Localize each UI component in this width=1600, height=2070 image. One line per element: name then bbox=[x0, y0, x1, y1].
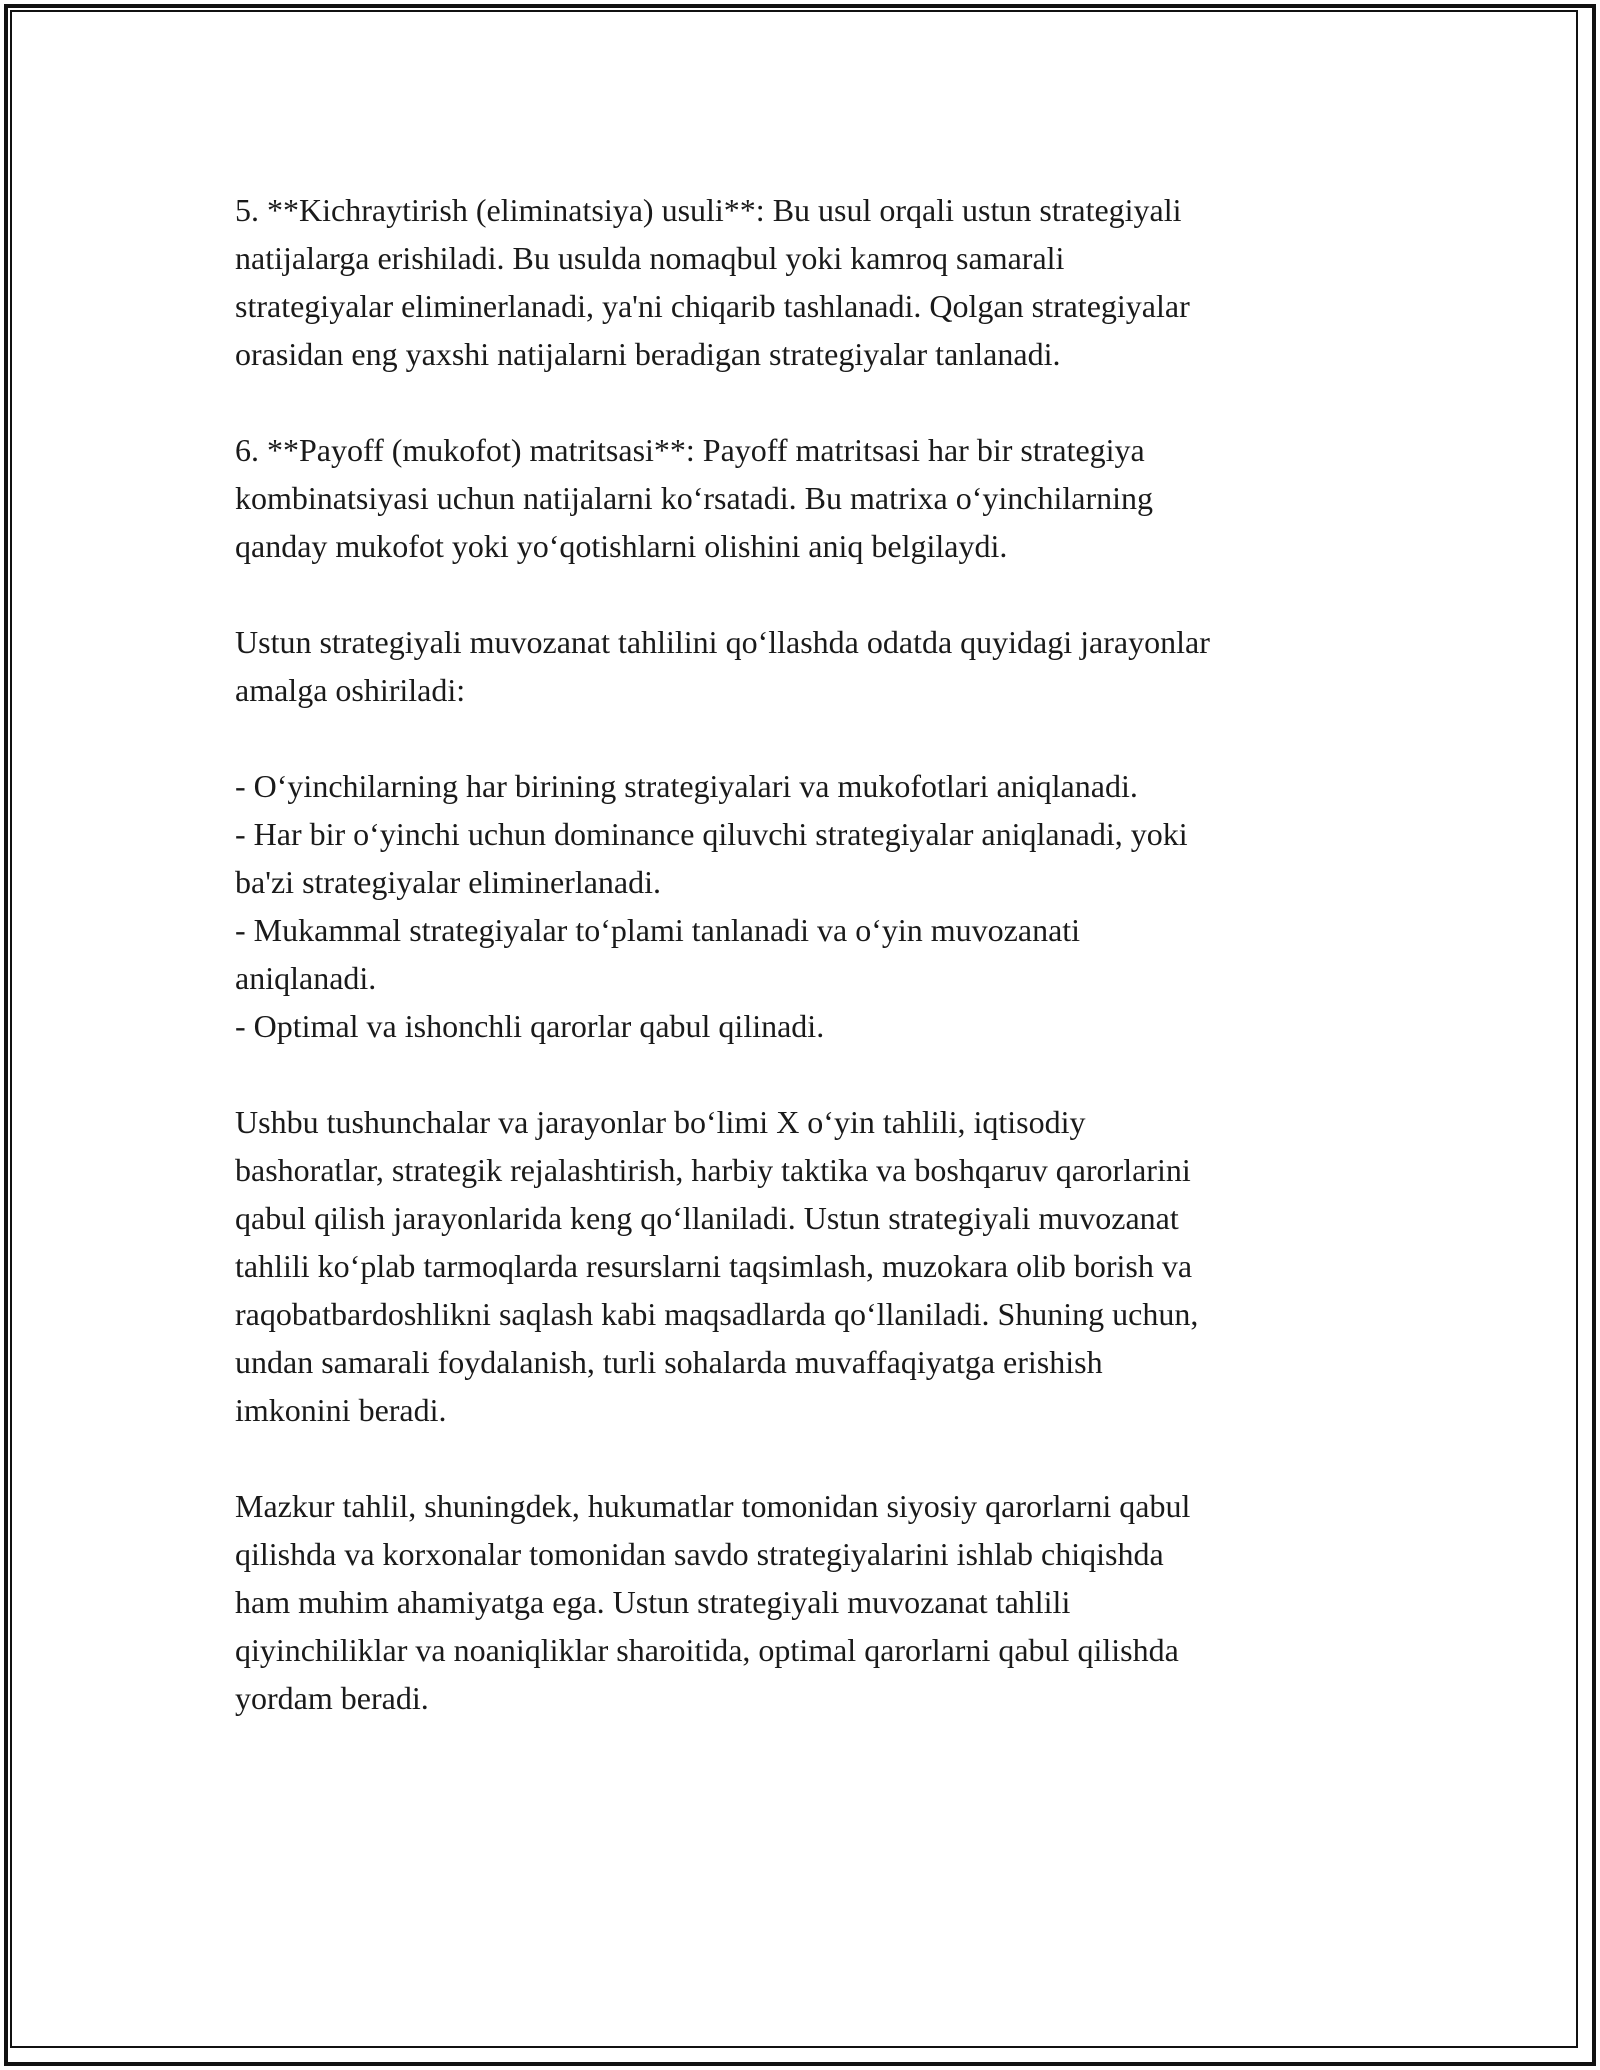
text-line: - Har bir o‘yinchi uchun dominance qiluvchi strategiyalar aniqlanadi, yoki bbox=[235, 816, 1188, 852]
text-line: - Optimal va ishonchli qarorlar qabul qilinadi. bbox=[235, 1008, 825, 1044]
text-line: Ushbu tushunchalar va jarayonlar bo‘limi X o‘yin tahlili, iqtisodiy bbox=[235, 1104, 1086, 1140]
text-line: bashoratlar, strategik rejalashtirish, harbiy taktika va boshqaruv qarorlarini bbox=[235, 1152, 1191, 1188]
text-line: yordam beradi. bbox=[235, 1680, 429, 1716]
text-line: 5. **Kichraytirish (eliminatsiya) usuli**: Bu usul orqali ustun strategiyali bbox=[235, 192, 1182, 228]
text-line: kombinatsiyasi uchun natijalarni ko‘rsatadi. Bu matrixa o‘yinchilarning bbox=[235, 480, 1153, 516]
text-line: qiyinchiliklar va noaniqliklar sharoitida, optimal qarorlarni qabul qilishda bbox=[235, 1632, 1179, 1668]
text-line: imkonini beradi. bbox=[235, 1392, 447, 1428]
text-line: 6. **Payoff (mukofot) matritsasi**: Payoff matritsasi har bir strategiya bbox=[235, 432, 1145, 468]
text-line: orasidan eng yaxshi natijalarni beradigan strategiyalar tanlanadi. bbox=[235, 336, 1061, 372]
text-line: raqobatbardoshlikni saqlash kabi maqsadlarda qo‘llaniladi. Shuning uchun, bbox=[235, 1296, 1199, 1332]
paragraph bbox=[235, 426, 1375, 570]
paragraph bbox=[235, 762, 1375, 1050]
paragraph bbox=[235, 186, 1375, 378]
text-line: ham muhim ahamiyatga ega. Ustun strategiyali muvozanat tahlili bbox=[235, 1584, 1071, 1620]
text-line: ba'zi strategiyalar eliminerlanadi. bbox=[235, 864, 662, 900]
text-line: aniqlanadi. bbox=[235, 960, 377, 996]
text-line: qilishda va korxonalar tomonidan savdo strategiyalarini ishlab chiqishda bbox=[235, 1536, 1164, 1572]
text-line: amalga oshiriladi: bbox=[235, 672, 466, 708]
text-line: - Mukammal strategiyalar to‘plami tanlanadi va o‘yin muvozanati bbox=[235, 912, 1081, 948]
text-line: Mazkur tahlil, shuningdek, hukumatlar tomonidan siyosiy qarorlarni qabul bbox=[235, 1488, 1191, 1524]
text-line: strategiyalar eliminerlanadi, ya'ni chiqarib tashlanadi. Qolgan strategiyalar bbox=[235, 288, 1190, 324]
text-line: - O‘yinchilarning har birining strategiyalari va mukofotlari aniqlanadi. bbox=[235, 768, 1138, 804]
text-line: qanday mukofot yoki yo‘qotishlarni olishini aniq belgilaydi. bbox=[235, 528, 1008, 564]
document-body bbox=[235, 186, 1375, 1722]
text-line: qabul qilish jarayonlarida keng qo‘llaniladi. Ustun strategiyali muvozanat bbox=[235, 1200, 1179, 1236]
text-line: natijalarga erishiladi. Bu usulda nomaqbul yoki kamroq samarali bbox=[235, 240, 1065, 276]
paragraph bbox=[235, 1098, 1375, 1434]
text-line: tahlili ko‘plab tarmoqlarda resurslarni taqsimlash, muzokara olib borish va bbox=[235, 1248, 1193, 1284]
paragraph bbox=[235, 1482, 1375, 1722]
paragraph bbox=[235, 618, 1375, 714]
text-line: undan samarali foydalanish, turli sohalarda muvaffaqiyatga erishish bbox=[235, 1344, 1103, 1380]
text-line: Ustun strategiyali muvozanat tahlilini qo‘llashda odatda quyidagi jarayonlar bbox=[235, 624, 1210, 660]
